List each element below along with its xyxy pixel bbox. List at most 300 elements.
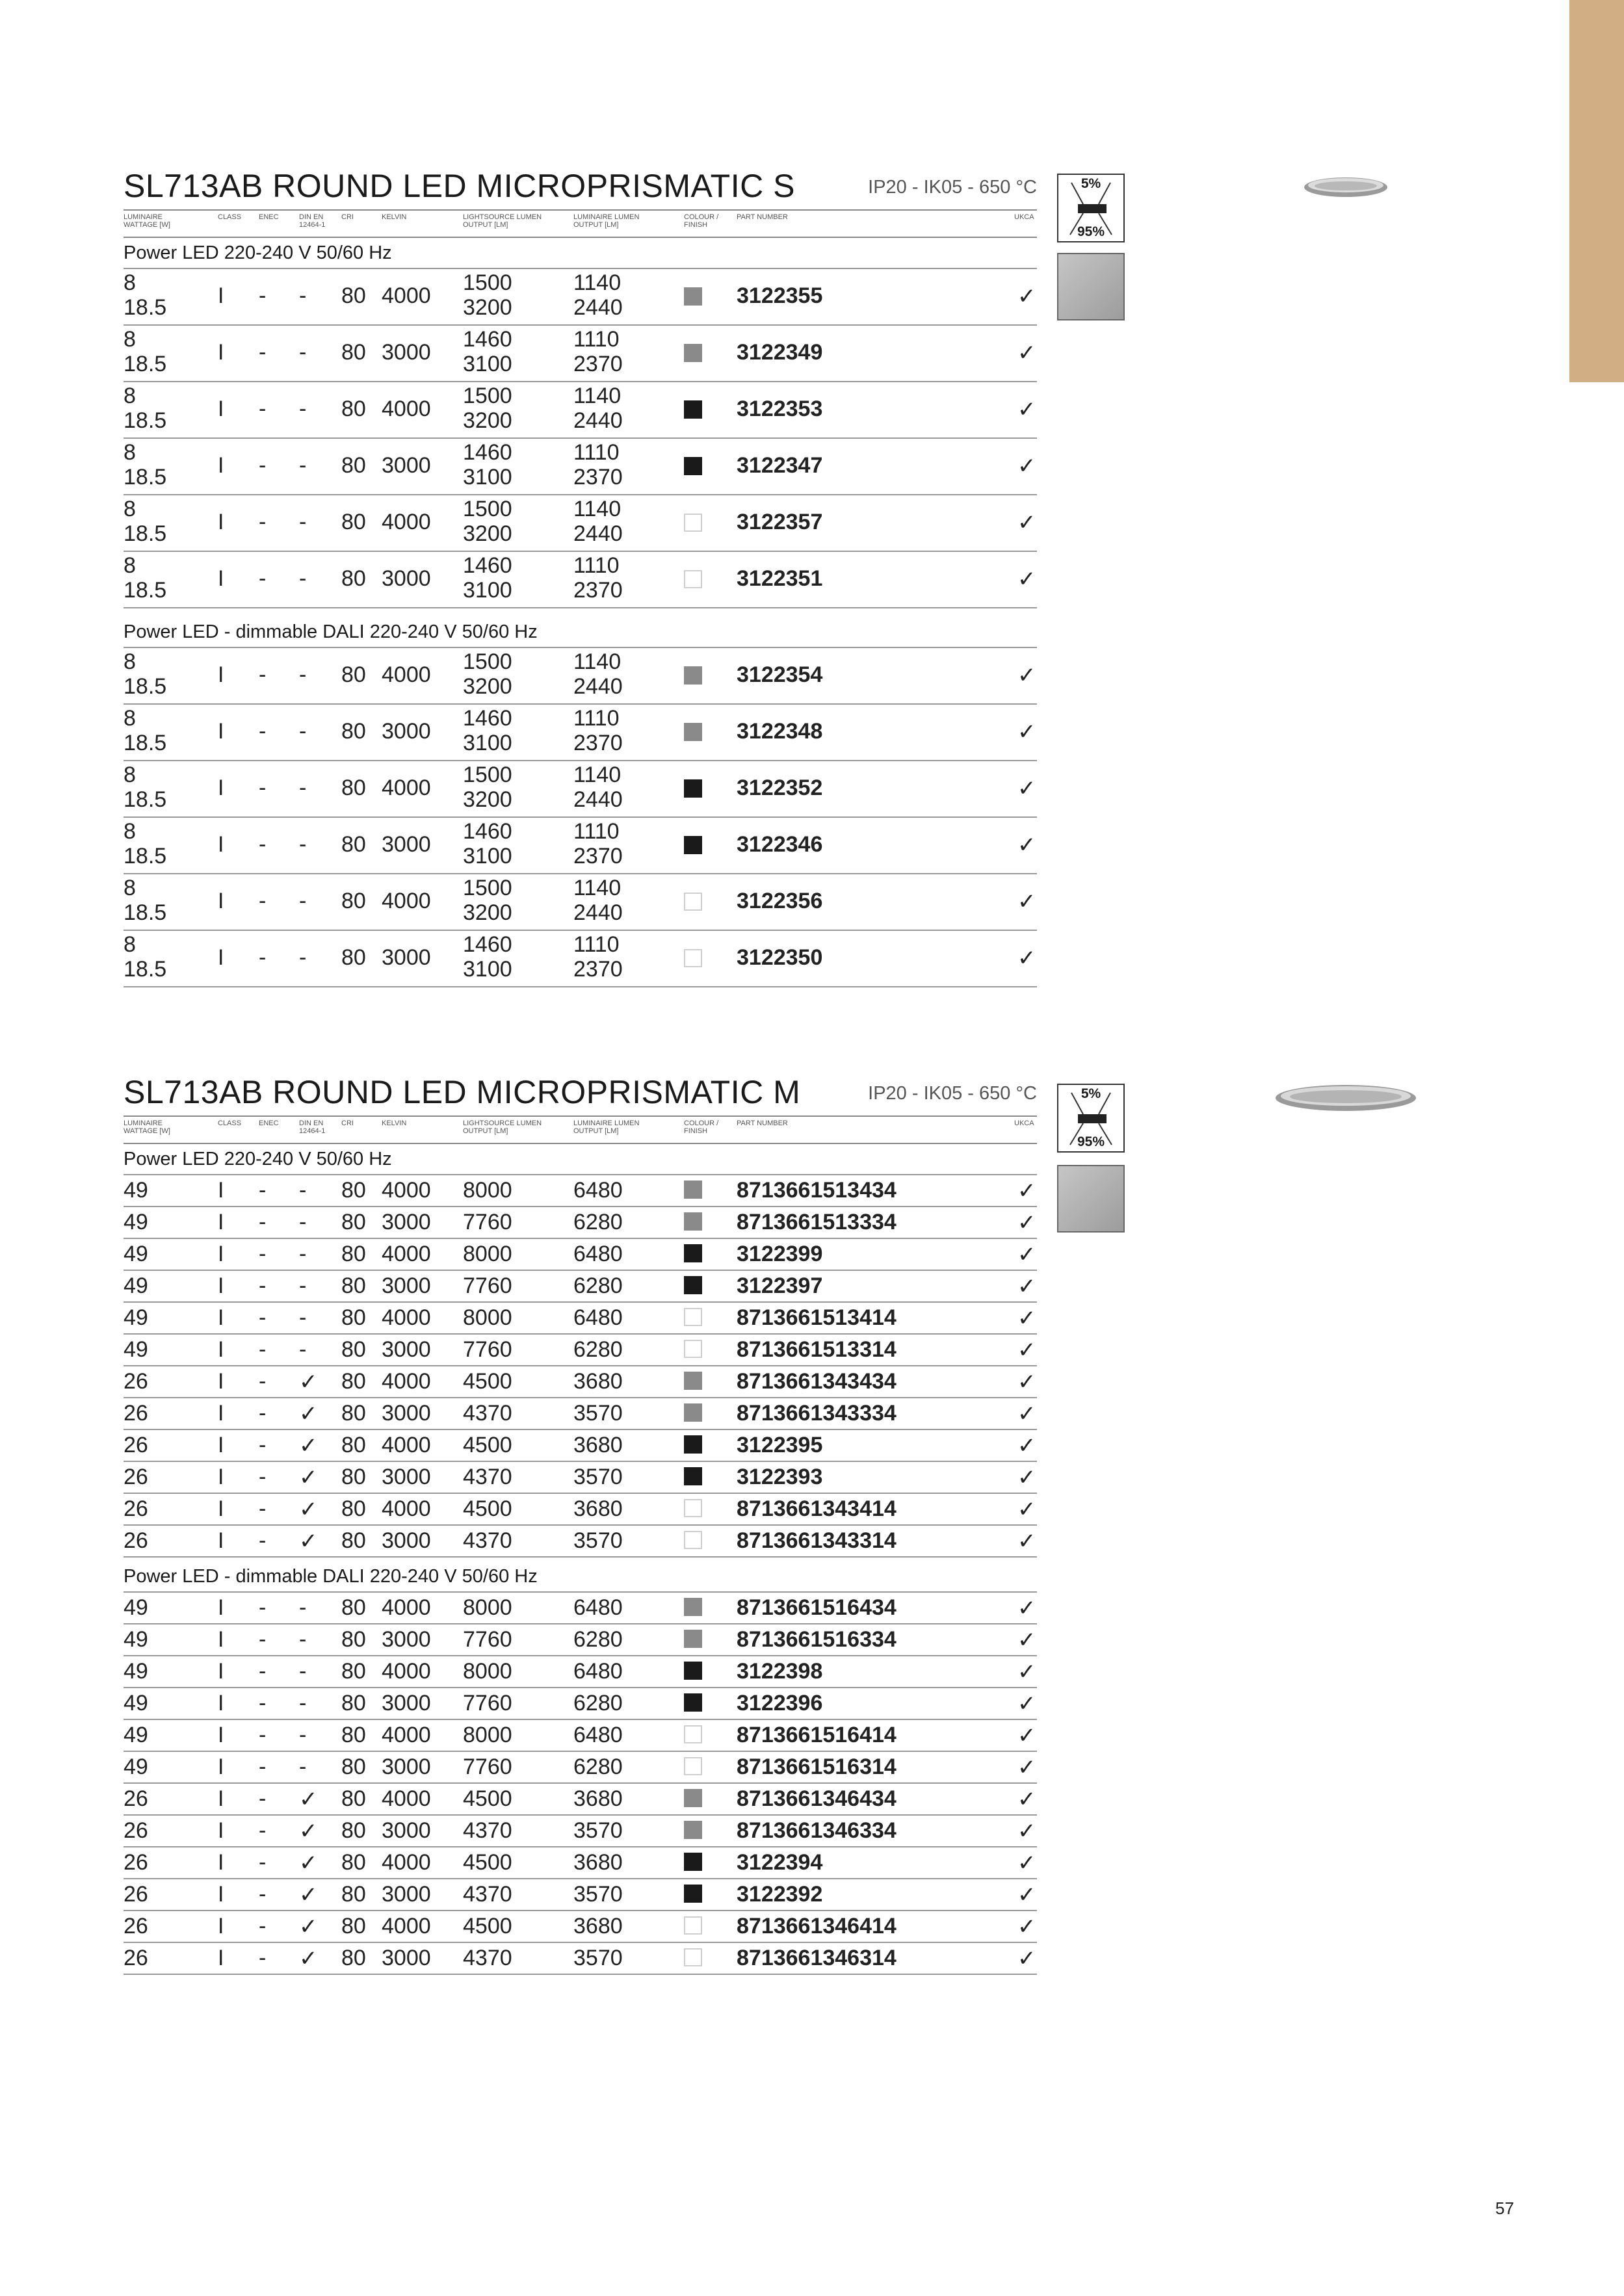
kelvin-cell: 3000 xyxy=(382,1627,431,1652)
colour-swatch-grey xyxy=(684,344,702,362)
lightsource-lumen-cell: 8000 xyxy=(463,1659,512,1684)
header-ukca: UKCA xyxy=(1014,213,1034,221)
part-number-cell: 3122356 xyxy=(737,889,823,913)
wattage-cell: 8 18.5 xyxy=(124,649,167,699)
part-number-cell: 3122398 xyxy=(737,1659,823,1684)
table-row xyxy=(124,439,1037,495)
lightsource-lumen-cell: 1500 3200 xyxy=(463,649,512,699)
table-row xyxy=(124,818,1037,874)
colour-swatch-white xyxy=(684,893,702,911)
luminaire-lumen-cell: 3680 xyxy=(573,1850,623,1875)
header-class: CLASS xyxy=(218,1119,242,1127)
beam-fixture-bar xyxy=(1078,204,1107,213)
rows xyxy=(124,1175,1037,1558)
table-row xyxy=(124,1271,1037,1303)
lightsource-lumen-cell: 1500 3200 xyxy=(463,270,512,320)
colour-swatch-white xyxy=(684,1499,702,1517)
ukca-check-icon: ✓ xyxy=(1017,776,1036,801)
header-class: CLASS xyxy=(218,213,242,221)
header-cri: CRI xyxy=(341,213,354,221)
wattage-cell: 8 18.5 xyxy=(124,327,167,376)
wattage-cell: 49 xyxy=(124,1337,148,1362)
kelvin-cell: 4000 xyxy=(382,1659,431,1684)
cri-cell: 80 xyxy=(341,1882,366,1907)
wattage-cell: 8 18.5 xyxy=(124,384,167,433)
wattage-cell: 49 xyxy=(124,1723,148,1747)
colour-swatch-grey xyxy=(684,666,702,685)
enec-cell: - xyxy=(259,1914,267,1938)
lightsource-lumen-cell: 7760 xyxy=(463,1691,512,1715)
colour-swatch-white xyxy=(684,1757,702,1775)
table-row xyxy=(124,1303,1037,1335)
luminaire-lumen-cell: 6480 xyxy=(573,1595,623,1620)
table-row xyxy=(124,269,1037,326)
enec-cell: - xyxy=(259,889,267,913)
luminaire-lumen-cell: 3570 xyxy=(573,1818,623,1843)
enec-cell: - xyxy=(259,1882,267,1907)
lightsource-lumen-cell: 1500 3200 xyxy=(463,497,512,546)
ip-rating: IP20 - IK05 - 650 °C xyxy=(868,1083,1037,1104)
part-number-cell: 8713661346434 xyxy=(737,1786,897,1811)
side-tab-accent xyxy=(1569,0,1624,382)
cri-cell: 80 xyxy=(341,719,366,744)
part-number-cell: 8713661343314 xyxy=(737,1528,897,1553)
colour-swatch-grey xyxy=(684,1403,702,1422)
wattage-cell: 26 xyxy=(124,1818,148,1843)
part-number-cell: 3122350 xyxy=(737,945,823,970)
kelvin-cell: 4000 xyxy=(382,1850,431,1875)
enec-cell: - xyxy=(259,1369,267,1394)
class-cell: I xyxy=(218,510,224,534)
kelvin-cell: 4000 xyxy=(382,1786,431,1811)
colour-swatch-grey xyxy=(684,1181,702,1199)
wattage-cell: 8 18.5 xyxy=(124,706,167,755)
din-cell: ✓ xyxy=(299,1497,318,1522)
part-number-cell: 3122347 xyxy=(737,453,823,478)
class-cell: I xyxy=(218,1818,224,1843)
lightsource-lumen-cell: 1500 3200 xyxy=(463,384,512,433)
luminaire-lumen-cell: 6280 xyxy=(573,1755,623,1779)
cri-cell: 80 xyxy=(341,340,366,365)
din-cell: ✓ xyxy=(299,1370,318,1394)
header-wattage: LUMINAIRE WATTAGE [W] xyxy=(124,1119,170,1135)
enec-cell: - xyxy=(259,1465,267,1489)
beam-fixture-bar xyxy=(1078,1114,1107,1123)
part-number-cell: 3122394 xyxy=(737,1850,823,1875)
table-row xyxy=(124,1462,1037,1494)
colour-swatch-grey xyxy=(684,1789,702,1807)
group-title: Power LED - dimmable DALI 220-240 V 50/60 Hz xyxy=(124,1561,1037,1593)
header-ls-lumen: LIGHTSOURCE LUMEN OUTPUT [LM] xyxy=(463,1119,542,1135)
class-cell: I xyxy=(218,1723,224,1747)
luminaire-lumen-cell: 6280 xyxy=(573,1210,623,1234)
enec-cell: - xyxy=(259,1433,267,1457)
kelvin-cell: 3000 xyxy=(382,1337,431,1362)
lightsource-lumen-cell: 8000 xyxy=(463,1595,512,1620)
ukca-check-icon: ✓ xyxy=(1017,663,1036,688)
part-number-cell: 8713661343414 xyxy=(737,1496,897,1521)
cri-cell: 80 xyxy=(341,1755,366,1779)
section-title: SL713AB ROUND LED MICROPRISMATIC S xyxy=(124,168,795,204)
colour-swatch-white xyxy=(684,514,702,532)
wattage-cell: 49 xyxy=(124,1178,148,1203)
ukca-check-icon: ✓ xyxy=(1017,833,1036,857)
lightsource-lumen-cell: 4500 xyxy=(463,1496,512,1521)
lightsource-lumen-cell: 1460 3100 xyxy=(463,706,512,755)
ukca-check-icon: ✓ xyxy=(1017,889,1036,914)
ukca-check-icon: ✓ xyxy=(1017,1628,1036,1652)
colour-swatch-grey xyxy=(684,1372,702,1390)
cri-cell: 80 xyxy=(341,1210,366,1234)
class-cell: I xyxy=(218,340,224,365)
cri-cell: 80 xyxy=(341,1595,366,1620)
enec-cell: - xyxy=(259,662,267,687)
header-wattage: LUMINAIRE WATTAGE [W] xyxy=(124,213,170,229)
cri-cell: 80 xyxy=(341,1433,366,1457)
ip-rating: IP20 - IK05 - 650 °C xyxy=(868,177,1037,198)
class-cell: I xyxy=(218,1850,224,1875)
enec-cell: - xyxy=(259,1210,267,1234)
enec-cell: - xyxy=(259,1691,267,1715)
cri-cell: 80 xyxy=(341,1528,366,1553)
lightsource-lumen-cell: 1460 3100 xyxy=(463,327,512,376)
lightsource-lumen-cell: 1460 3100 xyxy=(463,932,512,982)
cri-cell: 80 xyxy=(341,510,366,534)
header-part: PART NUMBER xyxy=(737,213,788,221)
ukca-check-icon: ✓ xyxy=(1017,1723,1036,1748)
din-cell: - xyxy=(299,283,307,308)
part-number-cell: 3122395 xyxy=(737,1433,823,1457)
ukca-check-icon: ✓ xyxy=(1017,454,1036,478)
luminaire-lumen-cell: 6280 xyxy=(573,1691,623,1715)
table-row xyxy=(124,1720,1037,1752)
din-cell: ✓ xyxy=(299,1433,318,1458)
part-number-cell: 3122346 xyxy=(737,832,823,857)
part-number-cell: 3122354 xyxy=(737,662,823,687)
ukca-check-icon: ✓ xyxy=(1017,1306,1036,1331)
colour-swatch-black xyxy=(684,1435,702,1454)
cri-cell: 80 xyxy=(341,1401,366,1426)
header-lum-lumen: LUMINAIRE LUMEN OUTPUT [LM] xyxy=(573,213,640,229)
colour-swatch-white xyxy=(684,1308,702,1326)
kelvin-cell: 4000 xyxy=(382,1242,431,1266)
enec-cell: - xyxy=(259,1401,267,1426)
header-colour: COLOUR / FINISH xyxy=(684,213,719,229)
table-header xyxy=(124,209,1037,238)
wattage-cell: 49 xyxy=(124,1210,148,1234)
enec-cell: - xyxy=(259,1595,267,1620)
wattage-cell: 26 xyxy=(124,1850,148,1875)
ukca-check-icon: ✓ xyxy=(1017,284,1036,309)
kelvin-cell: 4000 xyxy=(382,510,431,534)
part-number-cell: 3122392 xyxy=(737,1882,823,1907)
class-cell: I xyxy=(218,719,224,744)
kelvin-cell: 3000 xyxy=(382,945,431,970)
luminaire-lumen-cell: 1140 2440 xyxy=(573,763,623,812)
class-cell: I xyxy=(218,889,224,913)
din-cell: ✓ xyxy=(299,1529,318,1554)
header-ukca: UKCA xyxy=(1014,1119,1034,1127)
part-number-cell: 8713661513434 xyxy=(737,1178,897,1203)
luminaire-lumen-cell: 6480 xyxy=(573,1242,623,1266)
part-number-cell: 8713661343334 xyxy=(737,1401,897,1426)
product-section-s xyxy=(124,166,1037,998)
part-number-cell: 3122355 xyxy=(737,283,823,308)
luminaire-lumen-cell: 1110 2370 xyxy=(573,819,623,868)
wattage-cell: 26 xyxy=(124,1369,148,1394)
colour-swatch-white xyxy=(684,1340,702,1358)
luminaire-lumen-cell: 6280 xyxy=(573,1337,623,1362)
kelvin-cell: 4000 xyxy=(382,1305,431,1330)
wattage-cell: 49 xyxy=(124,1242,148,1266)
wattage-cell: 49 xyxy=(124,1627,148,1652)
colour-swatch-grey xyxy=(684,1821,702,1839)
ukca-check-icon: ✓ xyxy=(1017,1787,1036,1812)
lightsource-lumen-cell: 4370 xyxy=(463,1946,512,1970)
kelvin-cell: 4000 xyxy=(382,889,431,913)
wattage-cell: 49 xyxy=(124,1305,148,1330)
cri-cell: 80 xyxy=(341,1369,366,1394)
lightsource-lumen-cell: 4500 xyxy=(463,1433,512,1457)
din-cell: - xyxy=(299,453,307,478)
luminaire-lumen-cell: 1110 2370 xyxy=(573,327,623,376)
wattage-cell: 49 xyxy=(124,1691,148,1715)
part-number-cell: 3122396 xyxy=(737,1691,823,1715)
class-cell: I xyxy=(218,1528,224,1553)
beam-distribution-icon xyxy=(1057,1084,1125,1153)
class-cell: I xyxy=(218,1946,224,1970)
class-cell: I xyxy=(218,453,224,478)
class-cell: I xyxy=(218,1882,224,1907)
class-cell: I xyxy=(218,1914,224,1938)
din-cell: - xyxy=(299,1337,307,1362)
din-cell: - xyxy=(299,776,307,800)
enec-cell: - xyxy=(259,1528,267,1553)
part-number-cell: 8713661516334 xyxy=(737,1627,897,1652)
din-cell: - xyxy=(299,945,307,970)
table-row xyxy=(124,648,1037,705)
table-row xyxy=(124,1239,1037,1271)
class-cell: I xyxy=(218,1337,224,1362)
colour-swatch-white xyxy=(684,949,702,967)
header-cri: CRI xyxy=(341,1119,354,1127)
lightsource-lumen-cell: 4370 xyxy=(463,1528,512,1553)
header-colour: COLOUR / FINISH xyxy=(684,1119,719,1135)
table-row xyxy=(124,1752,1037,1784)
enec-cell: - xyxy=(259,1755,267,1779)
table-row xyxy=(124,761,1037,818)
section-title: SL713AB ROUND LED MICROPRISMATIC M xyxy=(124,1074,801,1110)
group-0 xyxy=(124,1144,1037,1558)
wattage-cell: 26 xyxy=(124,1914,148,1938)
part-number-cell: 3122397 xyxy=(737,1273,823,1298)
kelvin-cell: 3000 xyxy=(382,1210,431,1234)
lightsource-lumen-cell: 8000 xyxy=(463,1242,512,1266)
colour-swatch-black xyxy=(684,1467,702,1485)
din-cell: - xyxy=(299,1210,307,1234)
cri-cell: 80 xyxy=(341,1465,366,1489)
lightsource-lumen-cell: 7760 xyxy=(463,1273,512,1298)
lightsource-lumen-cell: 4370 xyxy=(463,1882,512,1907)
luminaire-lumen-cell: 1140 2440 xyxy=(573,649,623,699)
enec-cell: - xyxy=(259,1178,267,1203)
cri-cell: 80 xyxy=(341,1659,366,1684)
lightsource-lumen-cell: 4370 xyxy=(463,1818,512,1843)
wattage-cell: 26 xyxy=(124,1433,148,1457)
part-number-cell: 3122353 xyxy=(737,397,823,421)
class-cell: I xyxy=(218,1305,224,1330)
din-cell: - xyxy=(299,889,307,913)
luminaire-lumen-cell: 3570 xyxy=(573,1528,623,1553)
lightsource-lumen-cell: 7760 xyxy=(463,1337,512,1362)
cri-cell: 80 xyxy=(341,566,366,591)
enec-cell: - xyxy=(259,1818,267,1843)
enec-cell: - xyxy=(259,1242,267,1266)
cri-cell: 80 xyxy=(341,776,366,800)
ukca-check-icon: ✓ xyxy=(1017,1883,1036,1907)
table-row xyxy=(124,1784,1037,1816)
part-number-cell: 3122351 xyxy=(737,566,823,591)
table-row xyxy=(124,1688,1037,1720)
din-cell: - xyxy=(299,510,307,534)
wattage-cell: 26 xyxy=(124,1401,148,1426)
class-cell: I xyxy=(218,1465,224,1489)
din-cell: ✓ xyxy=(299,1883,318,1907)
lightsource-lumen-cell: 4500 xyxy=(463,1369,512,1394)
kelvin-cell: 4000 xyxy=(382,1914,431,1938)
ukca-check-icon: ✓ xyxy=(1017,1660,1036,1684)
part-number-cell: 8713661346334 xyxy=(737,1818,897,1843)
colour-swatch-grey xyxy=(684,723,702,741)
lightsource-lumen-cell: 4500 xyxy=(463,1850,512,1875)
class-cell: I xyxy=(218,1369,224,1394)
lightsource-lumen-cell: 1500 3200 xyxy=(463,876,512,925)
lightsource-lumen-cell: 4500 xyxy=(463,1914,512,1938)
part-number-cell: 8713661516414 xyxy=(737,1723,897,1747)
enec-cell: - xyxy=(259,1850,267,1875)
header-enec: ENEC xyxy=(259,213,279,221)
ukca-check-icon: ✓ xyxy=(1017,341,1036,365)
wattage-cell: 8 18.5 xyxy=(124,497,167,546)
beam-top-value: 5% xyxy=(1080,176,1101,191)
part-number-cell: 8713661513414 xyxy=(737,1305,897,1330)
kelvin-cell: 3000 xyxy=(382,1882,431,1907)
kelvin-cell: 3000 xyxy=(382,340,431,365)
cri-cell: 80 xyxy=(341,945,366,970)
page-number: 57 xyxy=(1495,2198,1514,2218)
class-cell: I xyxy=(218,1786,224,1811)
finish-swatch xyxy=(1057,253,1125,320)
ukca-check-icon: ✓ xyxy=(1017,1210,1036,1235)
kelvin-cell: 3000 xyxy=(382,1273,431,1298)
table-row xyxy=(124,1656,1037,1688)
enec-cell: - xyxy=(259,510,267,534)
ukca-check-icon: ✓ xyxy=(1017,1497,1036,1522)
group-title: Power LED - dimmable DALI 220-240 V 50/60 Hz xyxy=(124,617,1037,648)
din-cell: ✓ xyxy=(299,1851,318,1875)
table-row xyxy=(124,1943,1037,1975)
luminaire-lumen-cell: 6280 xyxy=(573,1627,623,1652)
ukca-check-icon: ✓ xyxy=(1017,510,1036,535)
luminaire-lumen-cell: 3680 xyxy=(573,1786,623,1811)
din-cell: ✓ xyxy=(299,1946,318,1971)
colour-swatch-grey xyxy=(684,1598,702,1616)
luminaire-lumen-cell: 1110 2370 xyxy=(573,706,623,755)
ukca-check-icon: ✓ xyxy=(1017,1851,1036,1875)
table-row xyxy=(124,1879,1037,1911)
din-cell: - xyxy=(299,1691,307,1715)
header-ls-lumen: LIGHTSOURCE LUMEN OUTPUT [LM] xyxy=(463,213,542,229)
luminaire-lumen-cell: 3680 xyxy=(573,1433,623,1457)
cri-cell: 80 xyxy=(341,453,366,478)
luminaire-lumen-cell: 6280 xyxy=(573,1273,623,1298)
lightsource-lumen-cell: 7760 xyxy=(463,1627,512,1652)
colour-swatch-black xyxy=(684,1662,702,1680)
din-cell: - xyxy=(299,1178,307,1203)
din-cell: ✓ xyxy=(299,1787,318,1812)
part-number-cell: 3122348 xyxy=(737,719,823,744)
class-cell: I xyxy=(218,1691,224,1715)
din-cell: - xyxy=(299,1305,307,1330)
kelvin-cell: 3000 xyxy=(382,453,431,478)
table-row xyxy=(124,1366,1037,1398)
luminaire-lumen-cell: 6480 xyxy=(573,1723,623,1747)
enec-cell: - xyxy=(259,1337,267,1362)
luminaire-lumen-cell: 1110 2370 xyxy=(573,932,623,982)
table-row xyxy=(124,1494,1037,1526)
beam-bottom-value: 95% xyxy=(1077,224,1105,239)
ukca-check-icon: ✓ xyxy=(1017,1433,1036,1458)
enec-cell: - xyxy=(259,397,267,421)
cri-cell: 80 xyxy=(341,1178,366,1203)
kelvin-cell: 4000 xyxy=(382,1433,431,1457)
beam-top-value: 5% xyxy=(1080,1086,1101,1101)
ukca-check-icon: ✓ xyxy=(1017,1274,1036,1299)
din-cell: - xyxy=(299,1627,307,1652)
cri-cell: 80 xyxy=(341,1496,366,1521)
header-lum-lumen: LUMINAIRE LUMEN OUTPUT [LM] xyxy=(573,1119,640,1135)
wattage-cell: 49 xyxy=(124,1273,148,1298)
table-row xyxy=(124,705,1037,761)
part-number-cell: 8713661346314 xyxy=(737,1946,897,1970)
kelvin-cell: 3000 xyxy=(382,832,431,857)
table-row xyxy=(124,1335,1037,1366)
rows xyxy=(124,648,1037,987)
group-1 xyxy=(124,1561,1037,1975)
wattage-cell: 8 18.5 xyxy=(124,553,167,603)
cri-cell: 80 xyxy=(341,397,366,421)
lightsource-lumen-cell: 4370 xyxy=(463,1465,512,1489)
din-cell: - xyxy=(299,566,307,591)
class-cell: I xyxy=(218,1627,224,1652)
wattage-cell: 49 xyxy=(124,1755,148,1779)
colour-swatch-white xyxy=(684,1725,702,1743)
lightsource-lumen-cell: 4500 xyxy=(463,1786,512,1811)
part-number-cell: 8713661513334 xyxy=(737,1210,897,1234)
luminaire-lumen-cell: 1110 2370 xyxy=(573,440,623,489)
class-cell: I xyxy=(218,832,224,857)
colour-swatch-white xyxy=(684,1948,702,1966)
colour-swatch-grey xyxy=(684,1212,702,1231)
header-kelvin: KELVIN xyxy=(382,213,407,221)
cri-cell: 80 xyxy=(341,662,366,687)
ukca-check-icon: ✓ xyxy=(1017,1691,1036,1716)
colour-swatch-black xyxy=(684,1885,702,1903)
wattage-cell: 26 xyxy=(124,1496,148,1521)
din-cell: - xyxy=(299,719,307,744)
cri-cell: 80 xyxy=(341,1946,366,1970)
rows xyxy=(124,1593,1037,1975)
